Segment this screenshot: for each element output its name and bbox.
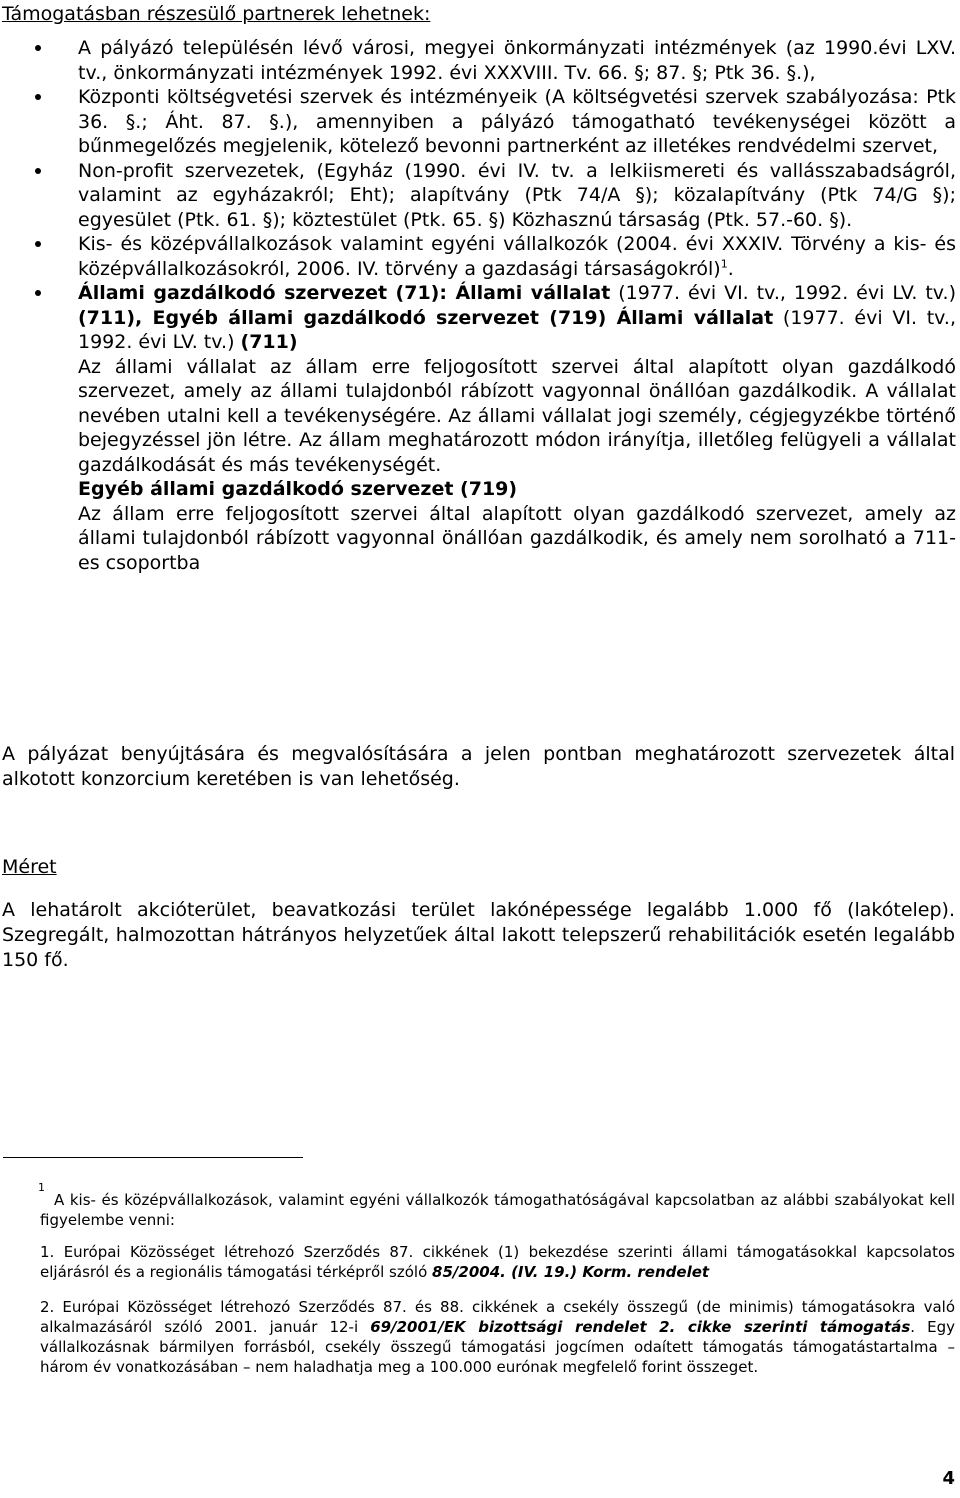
size-heading: Méret	[2, 856, 57, 878]
footnote-reference: 1	[720, 257, 728, 271]
bullet-icon	[35, 45, 41, 51]
other-state-org-description: Az állam erre feljogosított szervei által alapított olyan gazdálkodó szervezet, amely az állami tulajdonból rábízott vagyonnal önállóan gazdálkodik, és amely nem sorolható a 711-es csoportba	[78, 502, 956, 574]
bullet-icon	[35, 94, 41, 100]
list-item	[0, 36, 956, 85]
footnote-intro: 1 A kis- és középvállalkozások, valamint egyéni vállalkozók támogathatóságával kapcsolatban az alábbi szabályokat kell figyelembe venni:	[38, 1181, 955, 1229]
bullet-icon	[35, 168, 41, 174]
footnote-item-2: 2. Európai Közösséget létrehozó Szerződés 87. és 88. cikkének a csekély összegű (de minimis) támogatásokra való alkalmazásáról szóló 2001. január 12-i 69/2001/EK bizottsági rendelet 2. cikke szerinti támogatás. Egy vállalkozásnak bármilyen forrásból, csekély összegű támogatási jogcímen odaített támogatás támogatástartalma – három év vonatkozásában – nem haladhatja meg a 100.000 eurónak megfelelő forint összeget.	[40, 1298, 955, 1376]
bullet-icon	[35, 241, 41, 247]
other-state-org-heading: Egyéb állami gazdálkodó szervezet (719)	[78, 478, 518, 500]
bullet-icon	[35, 290, 41, 296]
partners-heading: Támogatásban részesülő partnerek lehetnek:	[2, 3, 431, 25]
footnote-item-1: 1. Európai Közösséget létrehozó Szerződés 87. cikkének (1) bekezdése szerinti állami támogatásokkal kapcsolatos eljárásról és a regionális támogatási térképről szóló 85/2004. (IV. 19.) Korm. rendelet	[40, 1243, 955, 1281]
partners-list	[0, 36, 960, 575]
list-item: Kis- és középvállalkozások valamint egyéni vállalkozók (2004. évi XXXIV. Törvény a kis- és középvállalkozásokról, 2006. IV. törvény a gazdasági társaságokról)$^1$.	[0, 232, 956, 281]
footnote-divider	[3, 1157, 303, 1158]
state-enterprise-description: Az állami vállalat az állam erre feljogosított szervei által alapított olyan gazdálkodó szervezet, amely az állami tulajdonból rábízott vagyonnal önállóan gazdálkodik. A vállalat nevében utalni kell a tevékenységére. Az állami vállalat jogi személy, cégjegyzékbe történő bejegyzéssel jön létre. Az állam meghatározott módon irányítja, illetőleg felügyeli a vállalat gazdálkodását és más tevékenységét.	[78, 355, 956, 476]
list-item-text: Non-profit szervezetek, (Egyház (1990. évi IV. tv. a lelkiismereti és vallásszabadságról, valamint az egyházakról; Eht); alapítvány (Ptk 74/A §); közalapítvány (Ptk 74/G §); egyesület (Ptk. 61. §); köztestület (Ptk. 65. §) Közhasznú társaság (Ptk. 57.-60. §).	[78, 159, 956, 231]
page-number: 4	[942, 1468, 955, 1489]
list-item	[0, 281, 956, 575]
state-enterprise-entry: Állami gazdálkodó szervezet (71): Állami vállalat (1977. évi VI. tv., 1992. évi LV. tv.) (711), Egyéb állami gazdálkodó szervezet (719) Állami vállalat (1977. évi VI. tv., 1992. évi LV. tv.) (711)	[78, 282, 957, 353]
list-item-text: A pályázó településén lévő városi, megyei önkormányzati intézmények (az 1990.évi LXV. tv., önkormányzati intézmények 1992. évi XXXVIII. Tv. 66. §; 87. §; Ptk 36. §.),	[78, 37, 956, 84]
size-paragraph: A lehatárolt akcióterület, beavatkozási terület lakónépessége legalább 1.000 fő (lakótelep). Szegregált, halmozottan hátrányos helyzetűek által lakott telepszerű rehabilitációk esetén legalább 150 fő.	[2, 899, 955, 971]
list-item	[0, 85, 956, 159]
consortium-paragraph: A pályázat benyújtására és megvalósítására a jelen pontban meghatározott szervezetek által alkotott konzorcium keretében is van lehetőség.	[2, 743, 955, 790]
list-item-text: Kis- és középvállalkozások valamint egyéni vállalkozók (2004. évi XXXIV. Törvény a kis- és középvállalkozásokról, 2006. IV. törvény a gazdasági társaságokról)	[78, 233, 956, 280]
list-item-text: Központi költségvetési szervek és intézményeik (A költségvetési szervek szabályozása: Ptk 36. §.; Áht. 87. §.), amennyiben a pályázó támogatható tevékenységei között a bűnmegelőzés megjelenik, kötelező bevonni partnerként az illetékes rendvédelmi szervet,	[78, 86, 956, 157]
list-item	[0, 159, 956, 233]
